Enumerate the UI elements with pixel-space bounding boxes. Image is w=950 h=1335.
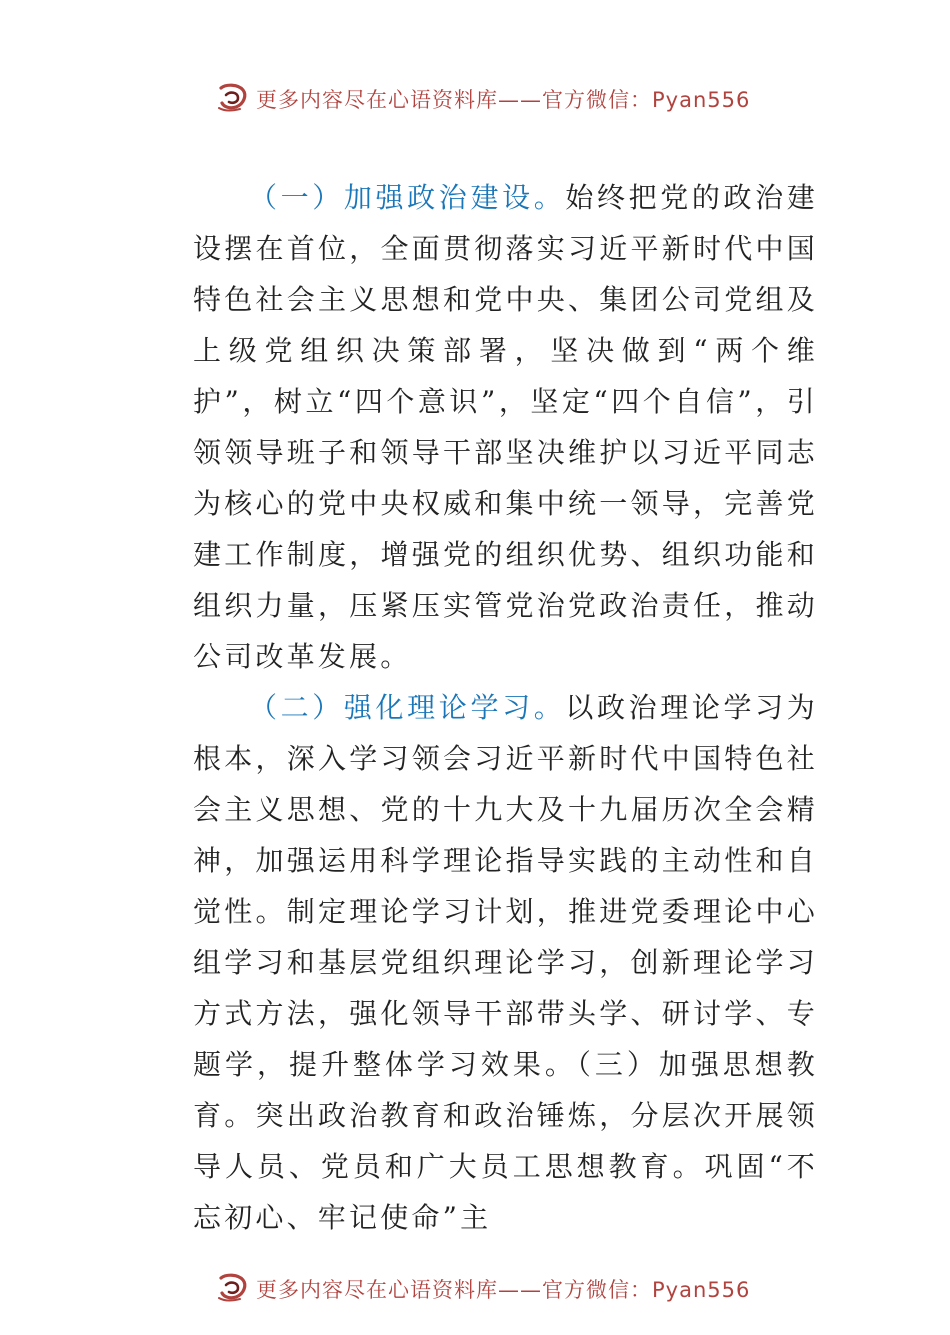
paragraph-body-1: 始终把党的政治建设摆在首位，全面贯彻落实习近平新时代中国特色社会主义思想和党中央、集团公司党组及上级党组织决策部署，坚决做到“两个维护”，树立“四个意识”，坚定“四个自信”，引领领导班子和领导干部坚决维护以习近平同志为核心的党中央权威和集中统一领导，完善党建工作制度，增强党的组织优势、组织功能和组织力量，压紧压实管党治党政治责任，推动公司改革发展。 [193, 181, 818, 673]
paragraph-body-2: 以政治理论学习为根本，深入学习领会习近平新时代中国特色社会主义思想、党的十九大及十九届历次全会精神，加强运用科学理论指导实践的主动性和自觉性。制定理论学习计划，推进党委理论中心组学习和基层党组织理论学习，创新理论学习方式方法，强化领导干部带头学、研讨学、专题学，提升整体学习效果。（三）加强思想教育。突出政治教育和政治锤炼，分层次开展领导人员、党员和广大员工思想教育。巩固“不忘初心、牢记使命”主 [193, 691, 818, 1234]
header-watermark [218, 80, 750, 114]
section-heading-2: （二）强化理论学习。 [249, 691, 566, 724]
section-heading-1: （一）加强政治建设。 [249, 181, 566, 214]
paragraph-2 [193, 682, 818, 1243]
swirl-logo-icon [218, 82, 248, 112]
paragraph-1 [193, 172, 818, 682]
footer-watermark [218, 1270, 750, 1304]
document-body [193, 172, 818, 1243]
watermark-text: 更多内容尽在心语资料库——官方微信：Pyan556 [256, 1278, 751, 1302]
watermark-text: 更多内容尽在心语资料库——官方微信：Pyan556 [256, 88, 751, 112]
swirl-logo-icon [218, 1272, 248, 1302]
